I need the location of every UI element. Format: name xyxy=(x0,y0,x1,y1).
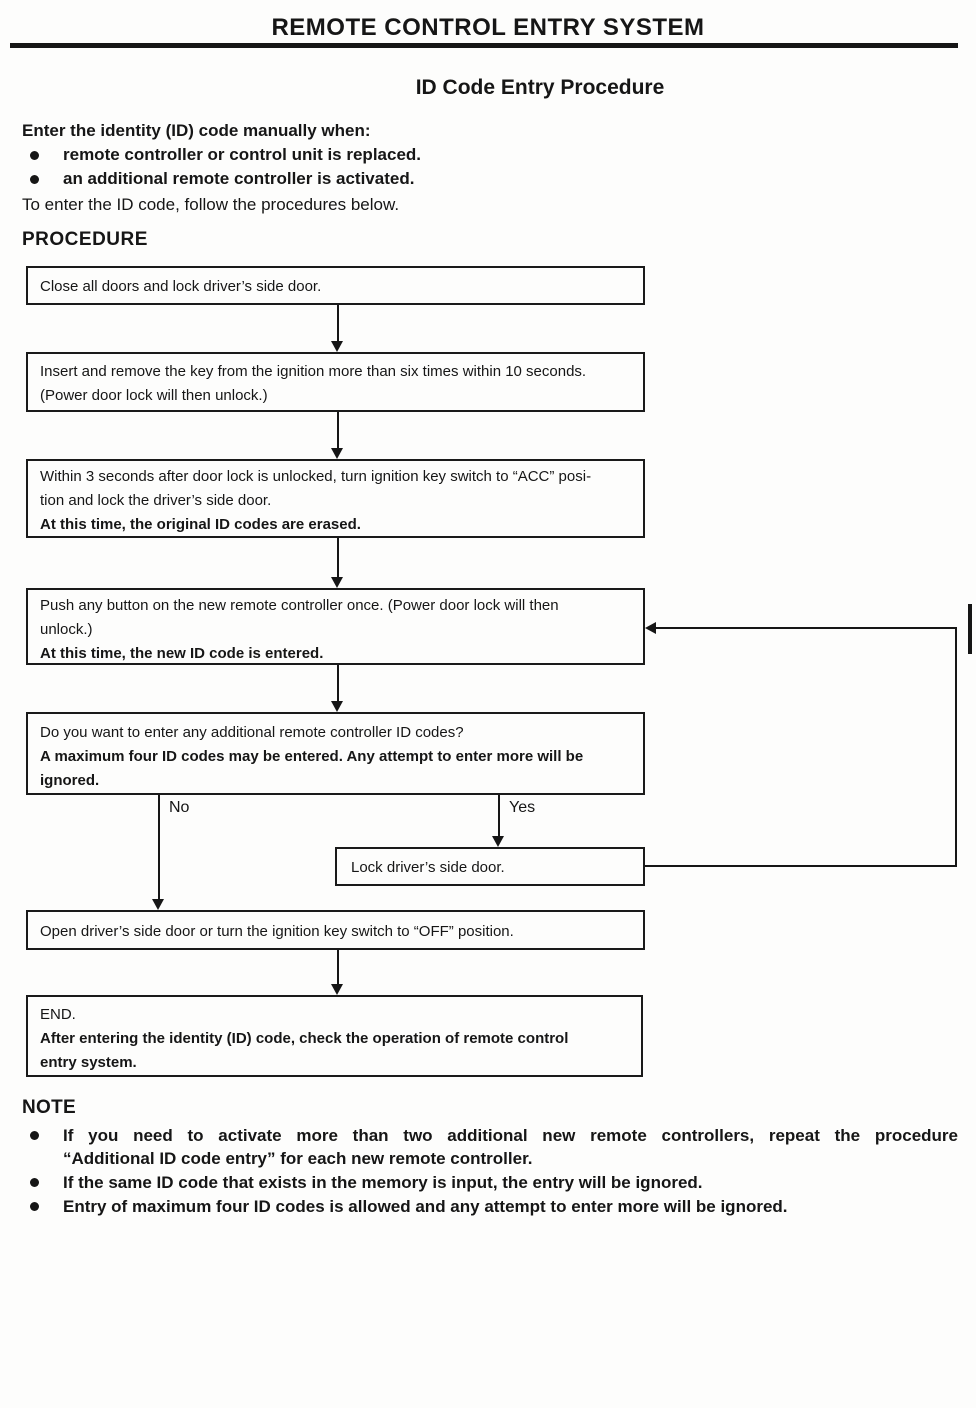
box-line-emphasis: At this time, the original ID codes are erased. xyxy=(40,516,361,533)
box-line: Within 3 seconds after door lock is unlocked, turn ignition key switch to “ACC” posi- xyxy=(40,468,592,485)
arrowhead-down-icon xyxy=(152,899,164,910)
arrowhead-left-icon xyxy=(645,622,656,634)
flowchart-box-lock-door xyxy=(335,847,645,886)
bullet-icon xyxy=(30,151,39,160)
branch-label-yes: Yes xyxy=(509,799,536,816)
box-line: END. xyxy=(40,1006,76,1023)
page-header-title: REMOTE CONTROL ENTRY SYSTEM xyxy=(271,14,705,41)
flowchart-box-push-button xyxy=(26,588,645,665)
procedure-heading: PROCEDURE xyxy=(22,229,148,250)
note-bullet-1 xyxy=(22,1124,958,1170)
box-line-emphasis: At this time, the new ID code is entered. xyxy=(40,645,324,662)
loop-line-right xyxy=(955,627,957,867)
note-heading: NOTE xyxy=(22,1097,76,1118)
note-bullet-2 xyxy=(22,1171,958,1194)
loop-line-bottom xyxy=(645,865,957,867)
intro-bullet-2 xyxy=(22,168,722,190)
note-line: “Additional ID code entry” for each new remote controller. xyxy=(63,1149,533,1168)
bullet-icon xyxy=(30,175,39,184)
note-section xyxy=(22,1096,958,1218)
box-line-emphasis: ignored. xyxy=(40,772,100,789)
bullet-icon xyxy=(30,1131,39,1140)
branch-label-no: No xyxy=(169,799,190,816)
note-bullet-text: If the same ID code that exists in the memory is input, the entry will be ignored. xyxy=(63,1173,703,1192)
arrowhead-down-icon xyxy=(331,701,343,712)
arrowhead-down-icon xyxy=(492,836,504,847)
arrowhead-down-icon xyxy=(331,577,343,588)
arrowhead-down-icon xyxy=(331,448,343,459)
flowchart-box-close-doors xyxy=(26,266,645,305)
box-line: Close all doors and lock driver’s side door. xyxy=(40,278,322,295)
connector-line xyxy=(337,665,339,703)
box-line: Lock driver’s side door. xyxy=(351,859,505,876)
flowchart-box-end xyxy=(26,995,643,1077)
connector-line-no-branch xyxy=(158,795,160,901)
connector-line xyxy=(337,950,339,986)
intro-bullet-text: an additional remote controller is activated. xyxy=(63,169,415,188)
connector-line-yes-branch xyxy=(498,795,500,838)
box-line: (Power door lock will then unlock.) xyxy=(40,387,268,404)
box-line-emphasis: entry system. xyxy=(40,1054,137,1071)
box-line: tion and lock the driver’s side door. xyxy=(40,492,272,509)
note-bullet-text xyxy=(63,1124,958,1170)
box-line: Open driver’s side door or turn the ignition key switch to “OFF” position. xyxy=(40,923,514,940)
intro-bullet-1 xyxy=(22,144,722,166)
intro-lead: Enter the identity (ID) code manually when: xyxy=(22,121,371,140)
connector-line xyxy=(337,305,339,343)
note-bullet-3 xyxy=(22,1195,958,1218)
page-edge-mark xyxy=(968,604,972,654)
header-rule xyxy=(10,43,958,48)
page-subtitle: ID Code Entry Procedure xyxy=(415,76,665,99)
connector-line xyxy=(337,538,339,579)
arrowhead-down-icon xyxy=(331,984,343,995)
arrowhead-down-icon xyxy=(331,341,343,352)
box-line: Insert and remove the key from the ignition more than six times within 10 seconds. xyxy=(40,363,587,380)
intro-outro: To enter the ID code, follow the procedures below. xyxy=(22,195,400,214)
intro-section xyxy=(22,120,722,216)
box-line-emphasis: A maximum four ID codes may be entered. Any attempt to enter more will be xyxy=(40,748,584,765)
note-bullet-text: Entry of maximum four ID codes is allowed and any attempt to enter more will be ignored. xyxy=(63,1197,788,1216)
box-line: unlock.) xyxy=(40,621,93,638)
flowchart-box-decision-additional-codes xyxy=(26,712,645,795)
box-line: Push any button on the new remote controller once. (Power door lock will then xyxy=(40,597,559,614)
intro-bullet-text: remote controller or control unit is replaced. xyxy=(63,145,422,164)
bullet-icon xyxy=(30,1202,39,1211)
connector-line xyxy=(337,412,339,450)
loop-line-top xyxy=(656,627,957,629)
flowchart-box-open-door xyxy=(26,910,645,950)
box-line-emphasis: After entering the identity (ID) code, check the operation of remote control xyxy=(40,1030,569,1047)
note-line: If you need to activate more than two additional new remote controllers, repeat the procedure xyxy=(63,1126,958,1145)
bullet-icon xyxy=(30,1178,39,1187)
flowchart-box-insert-key xyxy=(26,352,645,412)
flowchart-box-acc-position xyxy=(26,459,645,538)
box-line: Do you want to enter any additional remote controller ID codes? xyxy=(40,724,464,741)
